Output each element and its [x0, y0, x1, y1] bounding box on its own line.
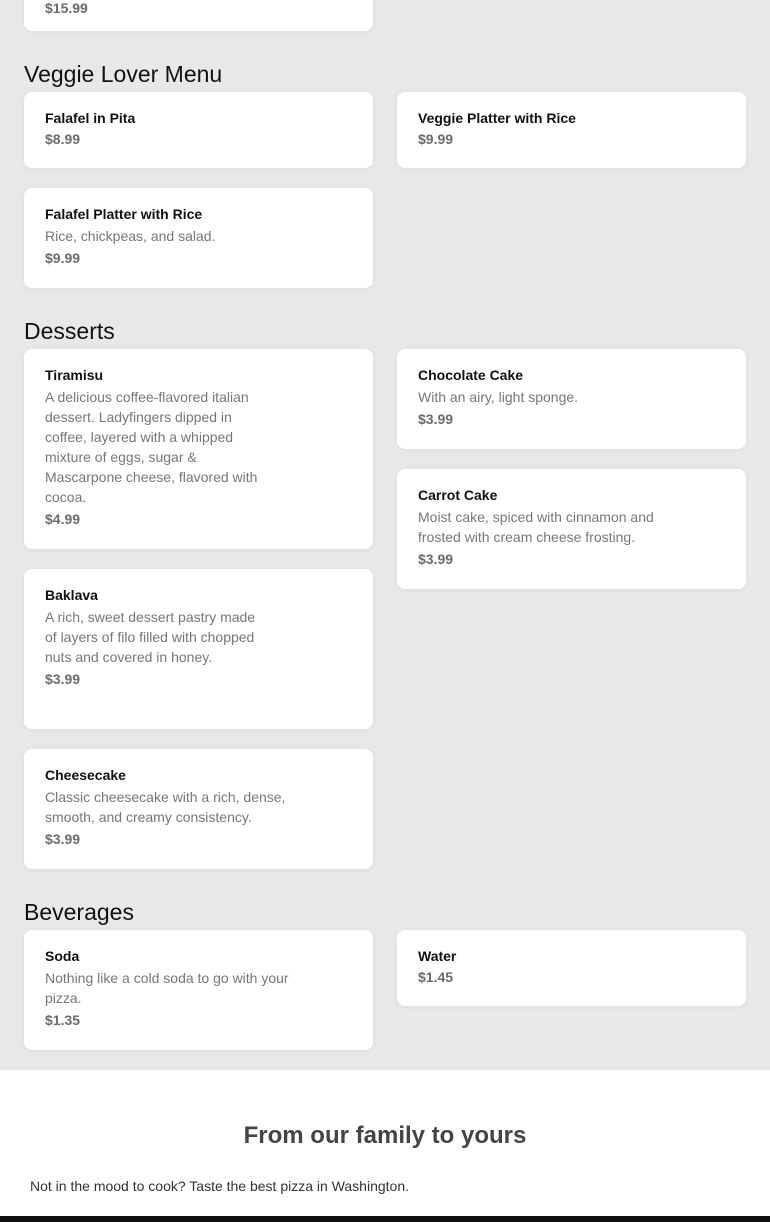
menu-item-card[interactable] [24, 349, 373, 549]
item-name: Falafel in Pita [45, 110, 136, 126]
item-description: Rice, chickpeas, and salad. [45, 228, 216, 244]
bottom-bar [0, 1216, 770, 1222]
item-name: Soda [45, 948, 80, 964]
item-description: Moist cake, spiced with cinnamon and frosted with cream cheese frosting. [418, 509, 654, 545]
footer-title: From our family to yours [243, 1122, 527, 1149]
item-name: Tiramisu [45, 367, 104, 383]
menu-item-card[interactable] [397, 349, 746, 449]
section-title-veggie: Veggie Lover Menu [24, 61, 223, 87]
item-name: Falafel Platter with Rice [45, 206, 203, 222]
item-price: $1.45 [418, 969, 454, 985]
item-price: $9.99 [418, 131, 454, 147]
item-description: Classic cheesecake with a rich, dense, smooth, and creamy consistency. [45, 789, 286, 825]
footer-section [0, 1070, 770, 1216]
item-name: Water [418, 948, 457, 964]
item-name: Cheesecake [45, 767, 126, 783]
menu-item-card[interactable] [24, 569, 373, 729]
item-name: Baklava [45, 587, 98, 603]
item-description: Nothing like a cold soda to go with your pizza. [45, 970, 289, 1006]
item-price: $3.99 [45, 671, 81, 687]
menu-item-card[interactable] [24, 92, 373, 168]
menu-item-card[interactable] [397, 930, 746, 1006]
item-name: Veggie Platter with Rice [418, 110, 576, 126]
item-name: Carrot Cake [418, 487, 498, 503]
item-description: A rich, sweet dessert pastry made of layers of filo filled with chopped nuts and covered in honey. [45, 609, 256, 665]
item-name: Chocolate Cake [418, 367, 524, 383]
item-description: A delicious coffee-flavored italian dessert. Ladyfingers dipped in coffee, layered with a whipped mixture of eggs, sugar & Mascarpone cheese, flavored with cocoa. [45, 389, 258, 505]
item-price: $8.99 [45, 131, 81, 147]
menu-item-card[interactable] [24, 749, 373, 869]
item-description: With an airy, light sponge. [418, 389, 579, 405]
item-price: $3.99 [418, 411, 454, 427]
item-price: $15.99 [45, 0, 88, 16]
item-price: $4.99 [45, 511, 81, 527]
section-title-beverages: Beverages [24, 899, 134, 925]
item-price: $1.35 [45, 1012, 81, 1028]
menu-item-card[interactable] [24, 188, 373, 288]
item-price: $3.99 [45, 831, 81, 847]
menu-item-card[interactable] [397, 469, 746, 589]
footer-text: Not in the mood to cook? Taste the best pizza in Washington. [30, 1178, 409, 1194]
menu-item-card[interactable] [24, 0, 373, 31]
menu-item-card[interactable] [397, 92, 746, 168]
item-price: $3.99 [418, 551, 454, 567]
menu-item-card[interactable] [24, 930, 373, 1050]
section-title-desserts: Desserts [24, 318, 115, 344]
item-price: $9.99 [45, 250, 81, 266]
